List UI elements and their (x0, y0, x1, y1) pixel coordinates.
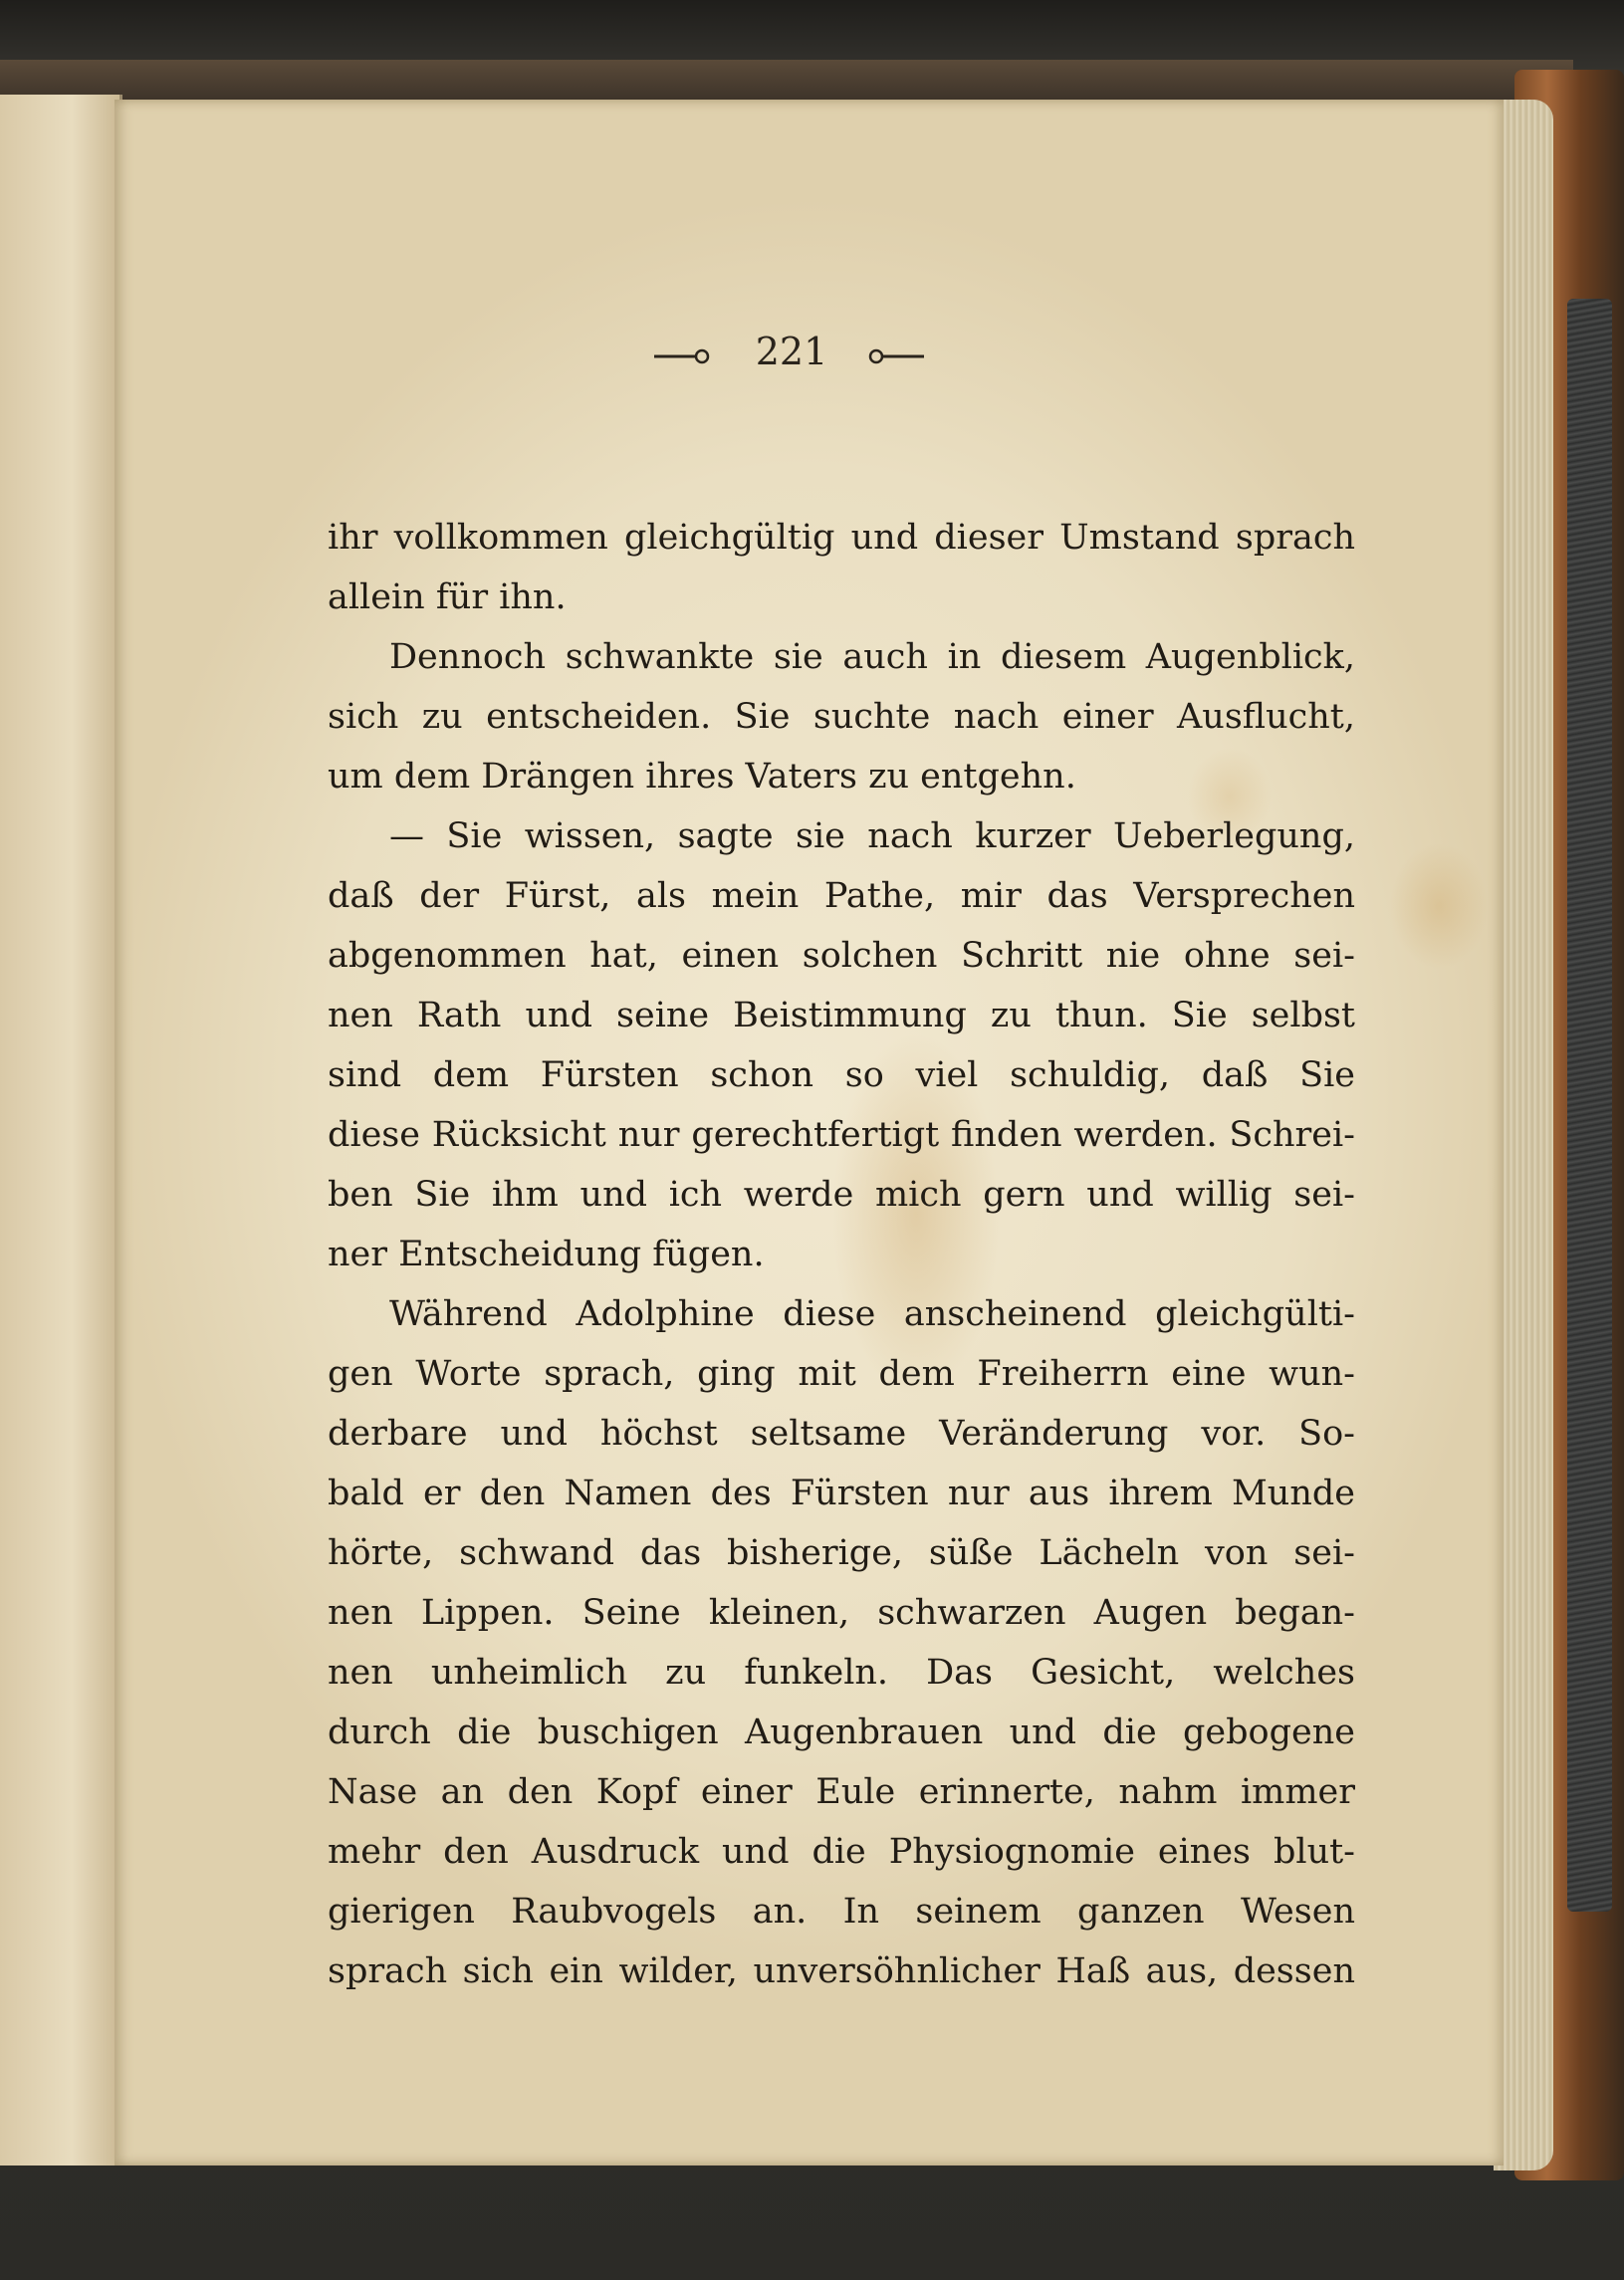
text-line: sprach sich ein wilder, unversöhnlicher Haß aus, dessen (328, 1951, 1355, 1991)
text-line: nen Rath und seine Beistimmung zu thun. Sie selbst (328, 996, 1355, 1035)
book-page (115, 100, 1504, 2166)
text-line: allein für ihn. (328, 577, 567, 617)
book-cover-marbled-strip (1567, 299, 1612, 1912)
text-line: Nase an den Kopf einer Eule erinnerte, nahm immer (328, 1772, 1355, 1812)
text-line: bald er den Namen des Fürsten nur aus ihrem Munde (328, 1474, 1355, 1513)
text-line: hörte, schwand das bisherige, süße Lächeln von sei- (328, 1533, 1355, 1573)
text-line: diese Rücksicht nur gerechtfertigt finden werden. Schrei- (328, 1115, 1355, 1155)
facing-page-edge (0, 95, 122, 2166)
text-line: ben Sie ihm und ich werde mich gern und willig sei- (328, 1175, 1355, 1215)
text-line: Während Adolphine diese anscheinend gleichgülti- (389, 1294, 1355, 1334)
text-line: ihr vollkommen gleichgültig und dieser Umstand sprach (328, 518, 1355, 558)
page-body-text (328, 508, 1355, 2001)
ornament-left-icon (652, 348, 712, 364)
text-line: Dennoch schwankte sie auch in diesem Augenblick, (389, 637, 1355, 677)
text-line: nen unheimlich zu funkeln. Das Gesicht, welches (328, 1653, 1355, 1693)
text-line: durch die buschigen Augenbrauen und die gebogene (328, 1712, 1355, 1752)
ornament-right-icon (866, 348, 926, 364)
text-line: um dem Drängen ihres Vaters zu entgehn. (328, 757, 1076, 797)
text-line: derbare und höchst seltsame Veränderung vor. So- (328, 1414, 1355, 1454)
text-line: abgenommen hat, einen solchen Schritt nie ohne sei- (328, 936, 1355, 976)
text-line: ner Entscheidung fügen. (328, 1235, 765, 1274)
text-line: gen Worte sprach, ging mit dem Freiherrn eine wun- (328, 1354, 1355, 1394)
text-line: sind dem Fürsten schon so viel schuldig, daß Sie (328, 1055, 1355, 1095)
text-line: mehr den Ausdruck und die Physiognomie eines blut- (328, 1832, 1355, 1872)
text-line: sich zu entscheiden. Sie suchte nach einer Ausflucht, (328, 697, 1355, 737)
text-line: daß der Fürst, als mein Pathe, mir das Versprechen (328, 876, 1355, 916)
page-number: 221 (755, 330, 828, 373)
text-line: gierigen Raubvogels an. In seinem ganzen Wesen (328, 1892, 1355, 1932)
text-line: nen Lippen. Seine kleinen, schwarzen Augen began- (328, 1593, 1355, 1633)
text-line: — Sie wissen, sagte sie nach kurzer Ueberlegung, (389, 816, 1355, 856)
page-header (115, 327, 1504, 386)
book-binding-top (0, 60, 1573, 100)
